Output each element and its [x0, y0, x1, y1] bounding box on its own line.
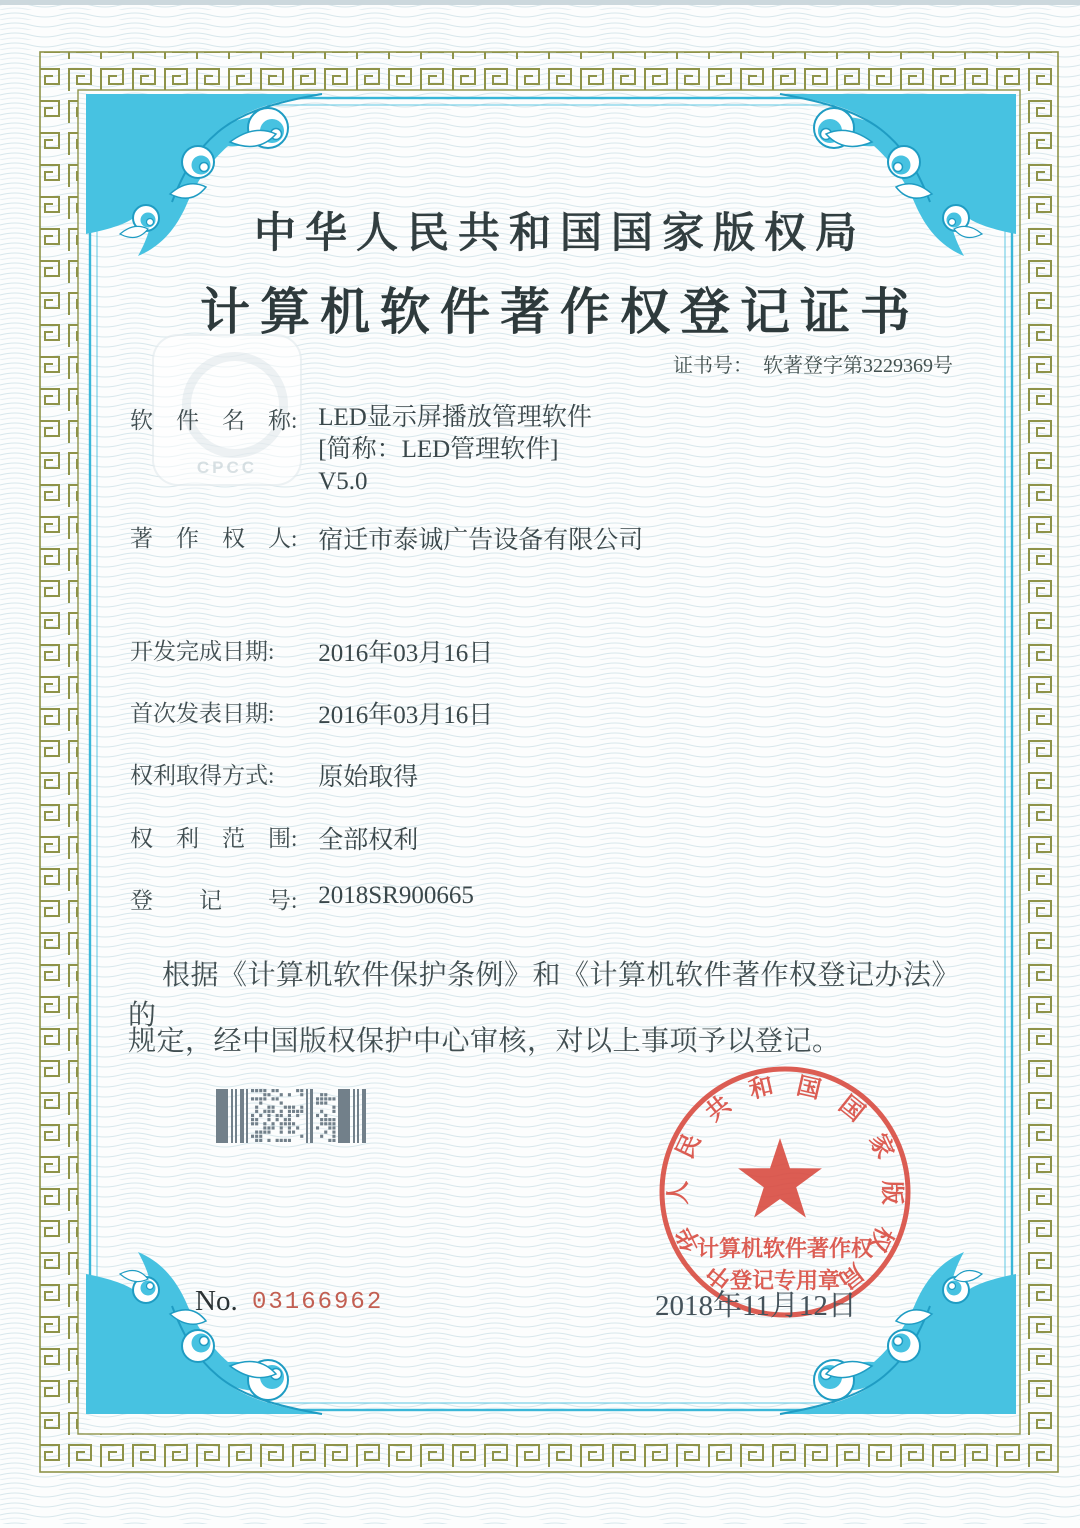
rights-acquisition-value: 原始取得: [318, 764, 419, 791]
copyright-owner-value: 宿迁市泰诚广告设备有限公司: [318, 527, 644, 554]
publication-date-value: 2016年03月16日: [318, 702, 494, 729]
software-name-label: 软 件 名 称:: [130, 408, 298, 433]
rights-scope-label: 权 利 范 围:: [130, 826, 298, 851]
cpcc-watermark-text: CPCC: [196, 458, 258, 477]
development-date-value: 2016年03月16日: [318, 640, 494, 667]
svg-text:国: 国: [833, 1091, 869, 1127]
field-software-name: [130, 402, 592, 498]
field-copyright-owner: [130, 520, 643, 556]
field-publication-date: [130, 695, 493, 731]
certificate-title: 计算机软件著作权登记证书: [200, 284, 920, 340]
svg-text:版: 版: [877, 1180, 905, 1205]
scan-edge-artifact: [0, 0, 1080, 5]
seal-star-icon: [738, 1138, 822, 1218]
rights-scope-value: 全部权利: [318, 827, 419, 854]
serial-number-value: 03166962: [252, 1289, 384, 1316]
software-name-value: [318, 402, 592, 498]
barcode: [216, 1089, 370, 1143]
issue-date: 2018年11月12日: [655, 1290, 857, 1322]
svg-text:局: 局: [832, 1257, 868, 1294]
registration-number-value: 2018SR900665: [318, 882, 474, 909]
serial-number-label: No.: [195, 1285, 238, 1317]
software-name-line1: LED显示屏播放管理软件: [318, 404, 592, 431]
certificate-number-line: [673, 349, 953, 378]
development-date-label: 开发完成日期:: [130, 639, 275, 664]
certificate-number-value: 软著登字第3229369号: [763, 355, 953, 377]
field-rights-scope: [130, 820, 418, 856]
svg-text:中: 中: [702, 1257, 738, 1294]
svg-text:共: 共: [701, 1091, 737, 1127]
svg-text:华: 华: [672, 1222, 707, 1256]
statement-line1: 根据《计算机软件保护条例》和《计算机软件著作权登记办法》的: [128, 960, 961, 1031]
registration-number-label: 登 记 号:: [130, 888, 298, 913]
svg-text:权: 权: [863, 1222, 898, 1256]
field-development-date: [130, 633, 493, 669]
rights-acquisition-label: 权利取得方式:: [130, 763, 275, 788]
copyright-owner-label: 著 作 权 人:: [130, 526, 298, 551]
publication-date-label: 首次发表日期:: [130, 701, 275, 726]
svg-text:民: 民: [672, 1130, 707, 1163]
authority-title: 中华人民共和国国家版权局: [253, 211, 866, 257]
svg-text:家: 家: [863, 1130, 898, 1163]
statement-line2: 规定，经中国版权保护中心审核，对以上事项予以登记。: [128, 1026, 841, 1057]
svg-text:国: 国: [794, 1073, 824, 1105]
field-registration-number: [130, 882, 474, 915]
certificate-number-label: 证书号：: [673, 355, 753, 377]
field-rights-acquisition: [130, 757, 418, 793]
svg-text:和: 和: [746, 1073, 776, 1105]
seal-line2: 登记专用章: [729, 1268, 841, 1293]
svg-text:人: 人: [665, 1180, 693, 1205]
seal-line1: 计算机软件著作权: [696, 1236, 874, 1261]
software-name-line3: V5.0: [318, 468, 368, 495]
software-name-line2: [简称：LED管理软件]: [318, 436, 559, 463]
